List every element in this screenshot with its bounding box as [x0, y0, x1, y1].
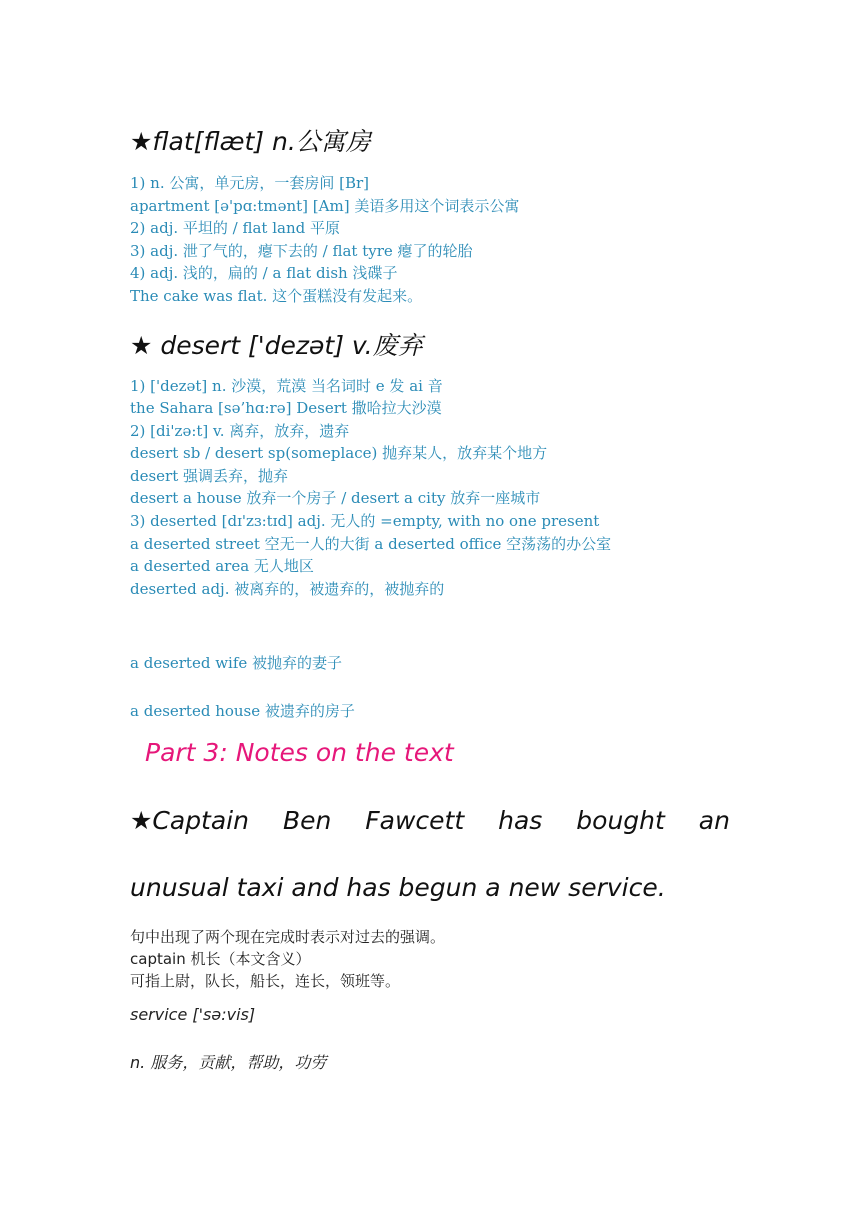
desert-example: a deserted wife 被抛弃的妻子 [130, 654, 343, 672]
sentence-word: an [698, 806, 730, 835]
desert-line: desert sb / desert sp(someplace) 抛弃某人，放弃某个地方 [130, 444, 548, 462]
desert-line: a deserted street 空无一人的大街 a deserted office 空荡荡的办公室 [130, 535, 612, 553]
part-title: Part 3: Notes on the text [145, 738, 454, 767]
service-word: service ['sə:vis] [130, 1005, 256, 1024]
flat-line: 1) n. 公寓，单元房，一套房间 [Br] [130, 174, 370, 192]
flat-line: 3) adj. 泄了气的，瘪下去的 / flat tyre 瘪了的轮胎 [130, 242, 473, 260]
desert-line: 3) deserted [dɪ'zɜ:tɪd] adj. 无人的 =empty, with no one present [130, 512, 600, 530]
flat-line: apartment [ə'pɑ:tmənt] [Am] 美语多用这个词表示公寓 [130, 197, 520, 215]
flat-line: The cake was flat. 这个蛋糕没有发起来。 [130, 287, 423, 305]
desert-line: a deserted area 无人地区 [130, 557, 314, 575]
desert-line: the Sahara [sə’hɑ:rə] Desert 撒哈拉大沙漠 [130, 399, 442, 417]
desert-example: a deserted house 被遗弃的房子 [130, 702, 355, 720]
sentence-word: ★Captain [130, 806, 249, 835]
desert-line: deserted adj. 被离弃的，被遗弃的，被抛弃的 [130, 580, 445, 598]
flat-line: 2) adj. 平坦的 / flat land 平原 [130, 219, 341, 237]
sentence-note: 可指上尉，队长，船长，连长，领班等。 [130, 972, 401, 990]
sentence-word: Ben [282, 806, 332, 835]
sentence-word: has [498, 806, 543, 835]
desert-line: desert 强调丢弃，抛弃 [130, 467, 289, 485]
sentence-note: captain 机长（本文含义） [130, 950, 311, 968]
sentence-line-1 [130, 806, 730, 835]
sentence-word: Fawcett [365, 806, 465, 835]
desert-line: 1) ['dezət] n. 沙漠，荒漠 当名词时 e 发 ai 音 [130, 377, 443, 395]
sentence-line-2: unusual taxi and has begun a new service. [130, 873, 666, 902]
flat-line: 4) adj. 浅的，扁的 / a flat dish 浅碟子 [130, 264, 398, 282]
desert-heading: ★ desert ['dezət] v.废弃 [130, 331, 423, 360]
flat-heading: ★flat[flæt] n.公寓房 [130, 127, 371, 156]
desert-line: 2) [di'zə:t] v. 离弃，放弃，遗弃 [130, 422, 350, 440]
desert-line: desert a house 放弃一个房子 / desert a city 放弃一座城市 [130, 489, 541, 507]
sentence-note: 句中出现了两个现在完成时表示对过去的强调。 [130, 928, 446, 946]
sentence-word: bought [576, 806, 665, 835]
service-definition: n. 服务，贡献，帮助，功劳 [130, 1053, 327, 1072]
